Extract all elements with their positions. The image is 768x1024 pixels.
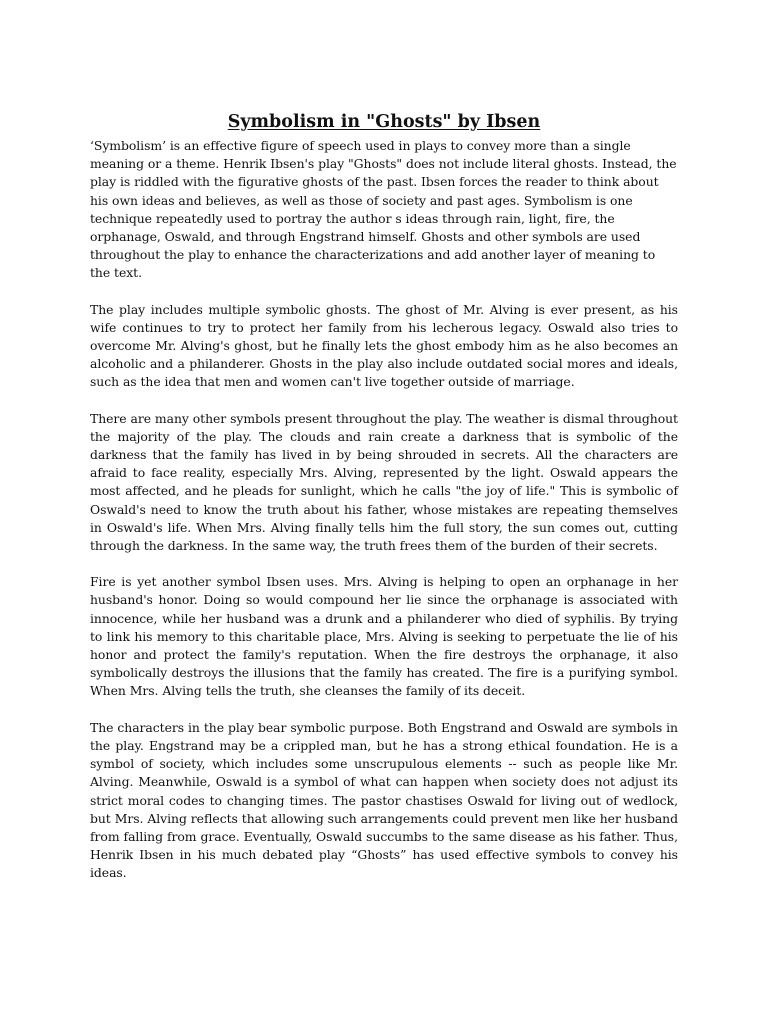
paragraph-intro: ‘Symbolism’ is an effective figure of speech used in plays to convey more than a single meaning or a theme. Henrik Ibsen's play "Ghosts" does not include literal ghosts. Instead, the play is riddled with the figurative ghosts of the past. Ibsen forces the reader to think about his own ideas and believes, as well as those of society and past ages. Symbolism is one technique repeatedly used to portray the author s ideas through rain, light, fire, the orphanage, Oswald, and through Engstrand himself. Ghosts and other symbols are used throughout the play to enhance the characterizations and add another layer of meaning to the text. bbox=[90, 138, 677, 281]
document-page bbox=[90, 110, 678, 901]
paragraph-ghosts: The play includes multiple symbolic ghosts. The ghost of Mr. Alving is ever present, as his wife continues to try to protect her family from his lecherous legacy. Oswald also tries to overcome Mr. Alving's ghost, but he finally lets the ghost embody him as he also becomes an alcoholic and a philanderer. Ghosts in the play also include outdated social mores and ideals, such as the idea that men and women can't live together outside of marriage. bbox=[90, 301, 678, 390]
paragraph-fire: Fire is yet another symbol Ibsen uses. Mrs. Alving is helping to open an orphanage in her husband's honor. Doing so would compound her lie since the orphanage is associated with innocence, while her husband was a drunk and a philanderer who died of syphilis. By trying to link his memory to this charitable place, Mrs. Alving is seeking to perpetuate the lie of his honor and protect the family's reputation. When the fire destroys the orphanage, it also symbolically destroys the illusions that the family has created. The fire is a purifying symbol. When Mrs. Alving tells the truth, she cleanses the family of its deceit. bbox=[90, 574, 678, 699]
document-title: Symbolism in "Ghosts" by Ibsen bbox=[227, 112, 541, 132]
paragraph-characters: The characters in the play bear symbolic purpose. Both Engstrand and Oswald are symbols in the play. Engstrand may be a crippled man, but he has a strong ethical foundation. He is a symbol of society, which includes some unscrupulous elements -- such as people like Mr. Alving. Meanwhile, Oswald is a symbol of what can happen when society does not adjust its strict moral codes to changing times. The pastor chastises Oswald for living out of wedlock, but Mrs. Alving reflects that allowing such arrangements could prevent men like her husband from falling from grace. Eventually, Oswald succumbs to the same disease as his father. Thus, Henrik Ibsen in his much debated play “Ghosts” has used effective symbols to convey his ideas. bbox=[90, 719, 678, 881]
paragraph-other-symbols: There are many other symbols present throughout the play. The weather is dismal throughout the majority of the play. The clouds and rain create a darkness that is symbolic of the darkness that the family has lived in by being shrouded in secrets. All the characters are afraid to face reality, especially Mrs. Alving, represented by the light. Oswald appears the most affected, and he pleads for sunlight, which he calls "the joy of life." This is symbolic of Oswald's need to know the truth about his father, whose mistakes are repeating themselves in Oswald's life. When Mrs. Alving finally tells him the full story, the sun comes out, cutting through the darkness. In the same way, the truth frees them of the burden of their secrets. bbox=[90, 410, 678, 554]
